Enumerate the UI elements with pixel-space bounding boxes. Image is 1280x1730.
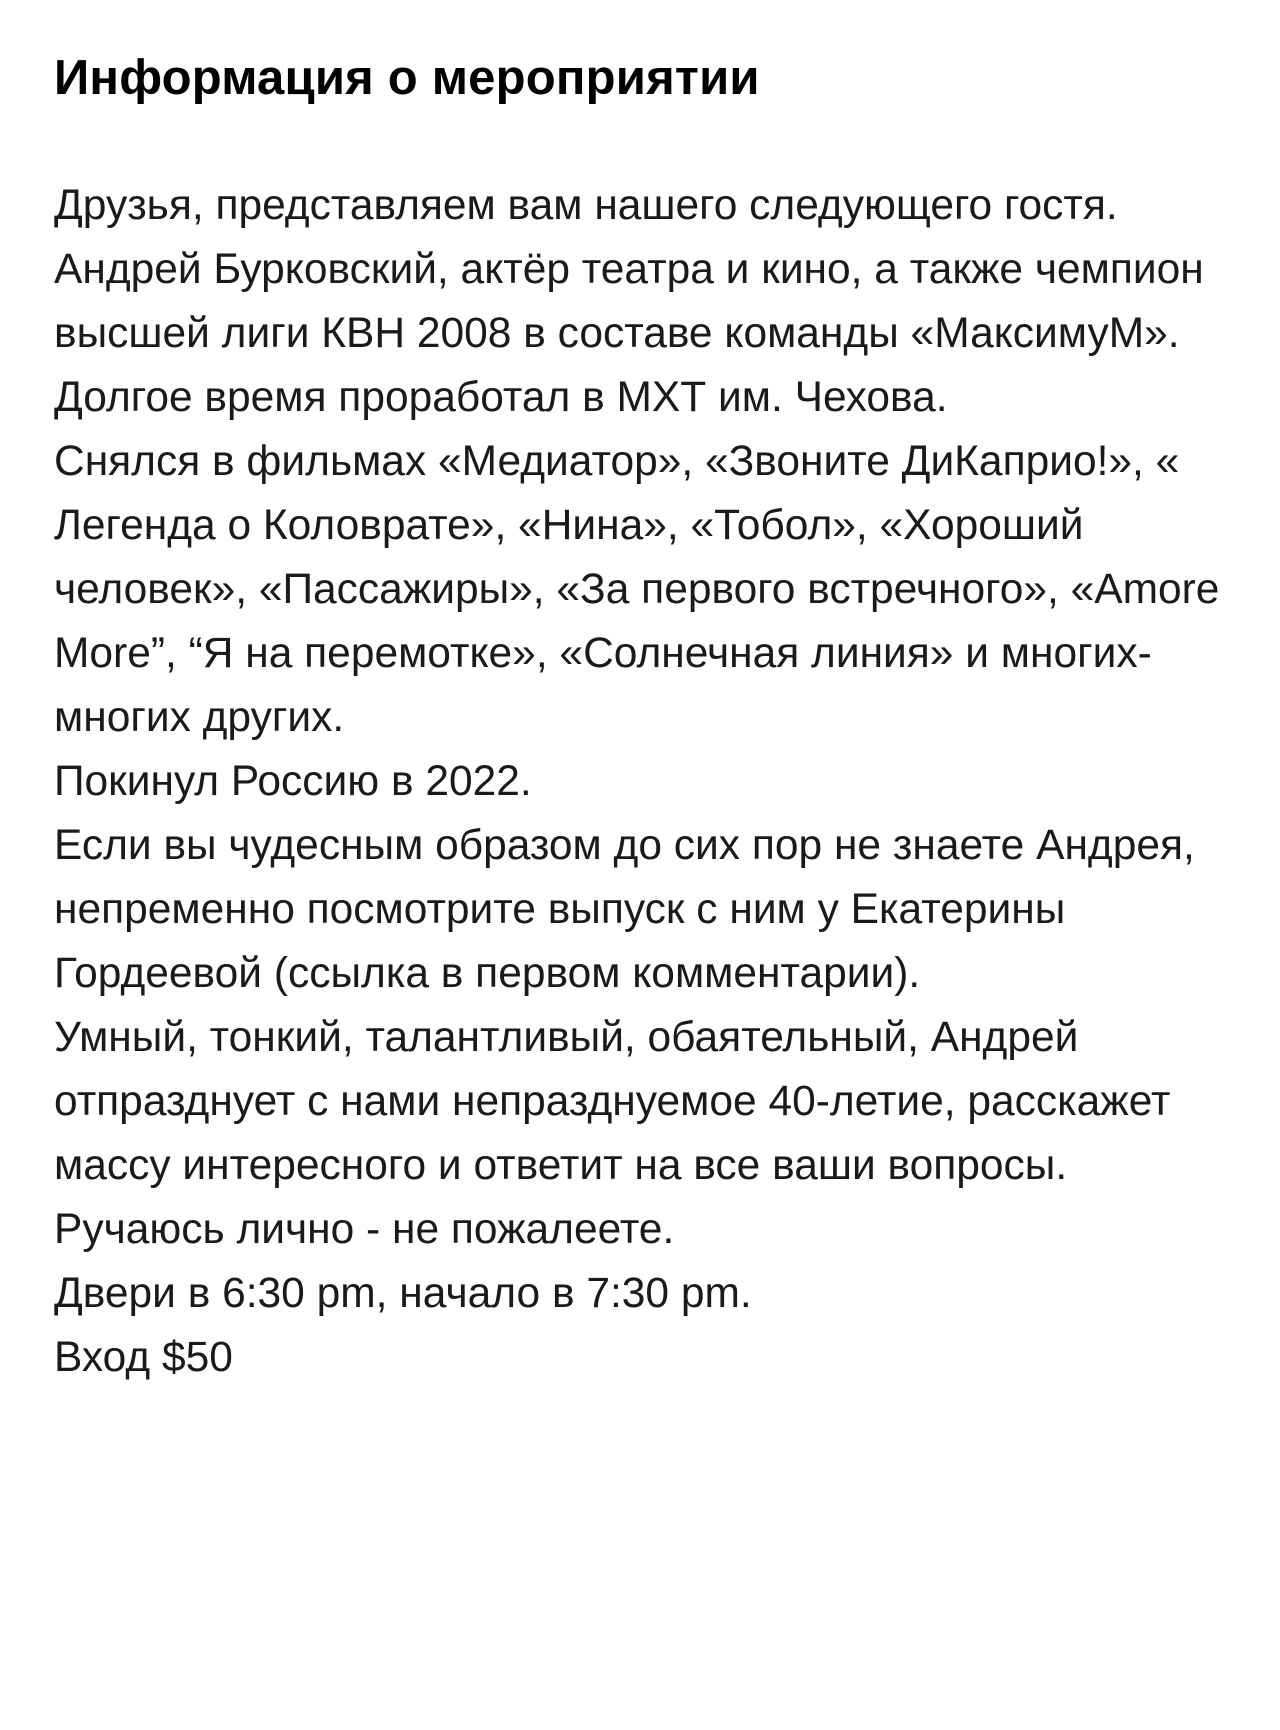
description-guest-bio: Андрей Бурковский, актёр театра и кино, а также чемпион высшей лиги КВН 2008 в составе команды «МаксимуМ». Долгое время проработал в МХТ им. Чехова. — [54, 246, 1204, 421]
description-greeting: Друзья, представляем вам нашего следующего гостя. — [54, 182, 1118, 229]
description-recommendation: Ручаюсь лично - не пожалеете. — [54, 1206, 675, 1253]
description-interview-note: Если вы чудесным образом до сих пор не знаете Андрея, непременно посмотрите выпуск с ним у Екатерины Гордеевой (ссылка в первом комментарии). — [54, 822, 1195, 997]
description-filmography: Снялся в фильмах «Медиатор», «Звоните ДиКаприо!», « Легенда о Коловрате», «Нина», «Тобол», «Хороший человек», «Пассажиры», «За первого встречного», «Amore More”, “Я на перемотке», «Солнечная линия» и многих-многих других. — [54, 438, 1220, 741]
event-schedule: Двери в 6:30 pm, начало в 7:30 pm. — [54, 1270, 752, 1317]
description-event-summary: Умный, тонкий, талантливый, обаятельный, Андрей отпразднует с нами непразднуемое 40-летие, расскажет массу интересного и ответит на все ваши вопросы. — [54, 1014, 1171, 1189]
description-emigration: Покинул Россию в 2022. — [54, 758, 532, 805]
event-description — [54, 174, 1244, 1390]
event-price: Вход $50 — [54, 1334, 233, 1381]
event-info-section — [54, 48, 1244, 1390]
page-title: Информация о мероприятии — [54, 51, 760, 105]
